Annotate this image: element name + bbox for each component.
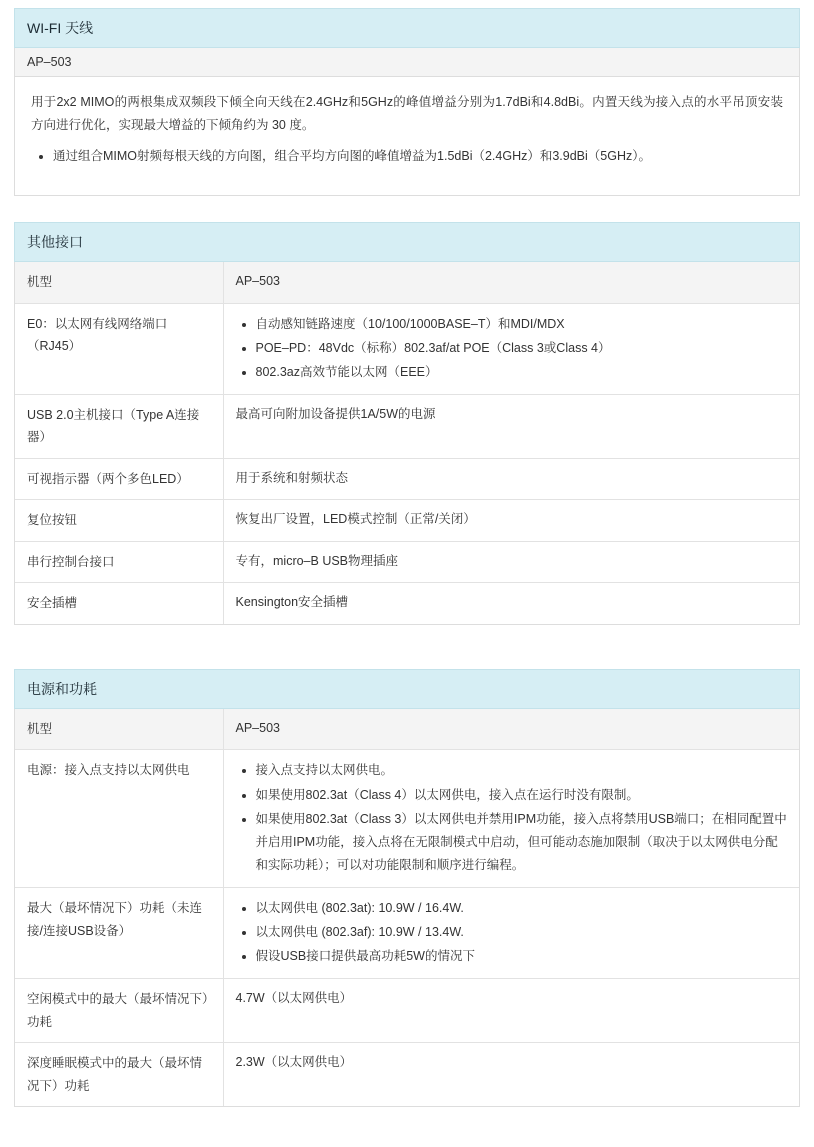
table-row: [15, 303, 799, 394]
power-table: [15, 709, 799, 1107]
row-value: 用于系统和射频状态: [223, 458, 799, 500]
table-row: [15, 500, 799, 542]
table-row: [15, 888, 799, 979]
paragraph: 用于2x2 MIMO的两根集成双频段下倾全向天线在2.4GHz和5GHz的峰值增益分别为1.7dBi和4.8dBi。内置天线为接入点的水平吊顶安装方向进行优化，实现最大增益的下倾角约为 30 度。: [31, 95, 783, 133]
row-label: 空闲模式中的最大（最坏情况下）功耗: [15, 979, 223, 1043]
table-row: [15, 1043, 799, 1107]
list-item: • 通过组合MIMO射频每根天线的方向图，组合平均方向图的峰值增益为1.5dBi（2.4GHz）和3.9dBi（5GHz）。: [53, 145, 783, 169]
section-body: [14, 48, 800, 196]
row-value: 4.7W（以太网供电）: [223, 979, 799, 1043]
interfaces-table: [15, 262, 799, 624]
row-bullet-list: [236, 313, 788, 384]
row-label: 串行控制台接口: [15, 541, 223, 583]
row-value: Kensington安全插槽: [223, 583, 799, 624]
column-header-value: AP–503: [223, 709, 799, 750]
section-title: 电源和功耗: [14, 669, 800, 709]
column-header-model: 机型: [15, 709, 223, 750]
antenna-bullet-list: [31, 145, 783, 169]
row-bullet-list: [236, 759, 788, 877]
row-label: USB 2.0主机接口（Type A连接器）: [15, 394, 223, 458]
row-value: [223, 750, 799, 888]
row-label: 可视指示器（两个多色LED）: [15, 458, 223, 500]
row-label: 安全插槽: [15, 583, 223, 624]
section-power-consumption: [14, 669, 800, 1108]
list-item: • POE–PD：48Vdc（标称）802.3af/at POE（Class 3或Class 4）: [256, 337, 788, 360]
table-row: [15, 541, 799, 583]
column-header-value: AP–503: [223, 262, 799, 303]
table-row: [15, 979, 799, 1043]
list-item: • 接入点支持以太网供电。: [256, 759, 788, 782]
table-header-row: [15, 709, 799, 750]
section-other-interfaces: [14, 222, 800, 625]
section-wifi-antenna: [14, 8, 800, 196]
row-value: 最高可向附加设备提供1A/5W的电源: [223, 394, 799, 458]
section-title: WI-FI 天线: [14, 8, 800, 48]
list-item: • 以太网供电 (802.3at): 10.9W / 16.4W.: [256, 897, 788, 920]
table-row: [15, 583, 799, 624]
row-label: 深度睡眠模式中的最大（最坏情况下）功耗: [15, 1043, 223, 1107]
row-label: 电源：接入点支持以太网供电: [15, 750, 223, 888]
row-label: E0：以太网有线网络端口（RJ45）: [15, 303, 223, 394]
list-item: • 如果使用802.3at（Class 3）以太网供电并禁用IPM功能，接入点将禁用USB端口；在相同配置中并启用IPM功能，接入点将在无限制模式中启动，但可能动态施加限制（取决于以太网供电分配和实际功耗）；可以对功能限制和顺序进行编程。: [256, 808, 788, 877]
row-label: 复位按钮: [15, 500, 223, 542]
list-item: • 以太网供电 (802.3af): 10.9W / 13.4W.: [256, 921, 788, 944]
list-item: • 假设USB接口提供最高功耗5W的情况下: [256, 945, 788, 968]
section-body: [14, 262, 800, 625]
table-row: [15, 750, 799, 888]
table-row: [15, 458, 799, 500]
antenna-description: [15, 77, 799, 195]
section-title: 其他接口: [14, 222, 800, 262]
list-item: • 如果使用802.3at（Class 4）以太网供电，接入点在运行时没有限制。: [256, 784, 788, 807]
model-label: AP–503: [15, 48, 799, 77]
section-body: [14, 709, 800, 1108]
table-header-row: [15, 262, 799, 303]
row-label: 最大（最坏情况下）功耗（未连接/连接USB设备）: [15, 888, 223, 979]
list-item: • 802.3az高效节能以太网（EEE）: [256, 361, 788, 384]
row-value: 恢复出厂设置，LED模式控制（正常/关闭）: [223, 500, 799, 542]
row-value: [223, 303, 799, 394]
column-header-model: 机型: [15, 262, 223, 303]
row-value: 专有，micro–B USB物理插座: [223, 541, 799, 583]
row-value: 2.3W（以太网供电）: [223, 1043, 799, 1107]
table-row: [15, 394, 799, 458]
row-value: [223, 888, 799, 979]
list-item: • 自动感知链路速度（10/100/1000BASE–T）和MDI/MDX: [256, 313, 788, 336]
